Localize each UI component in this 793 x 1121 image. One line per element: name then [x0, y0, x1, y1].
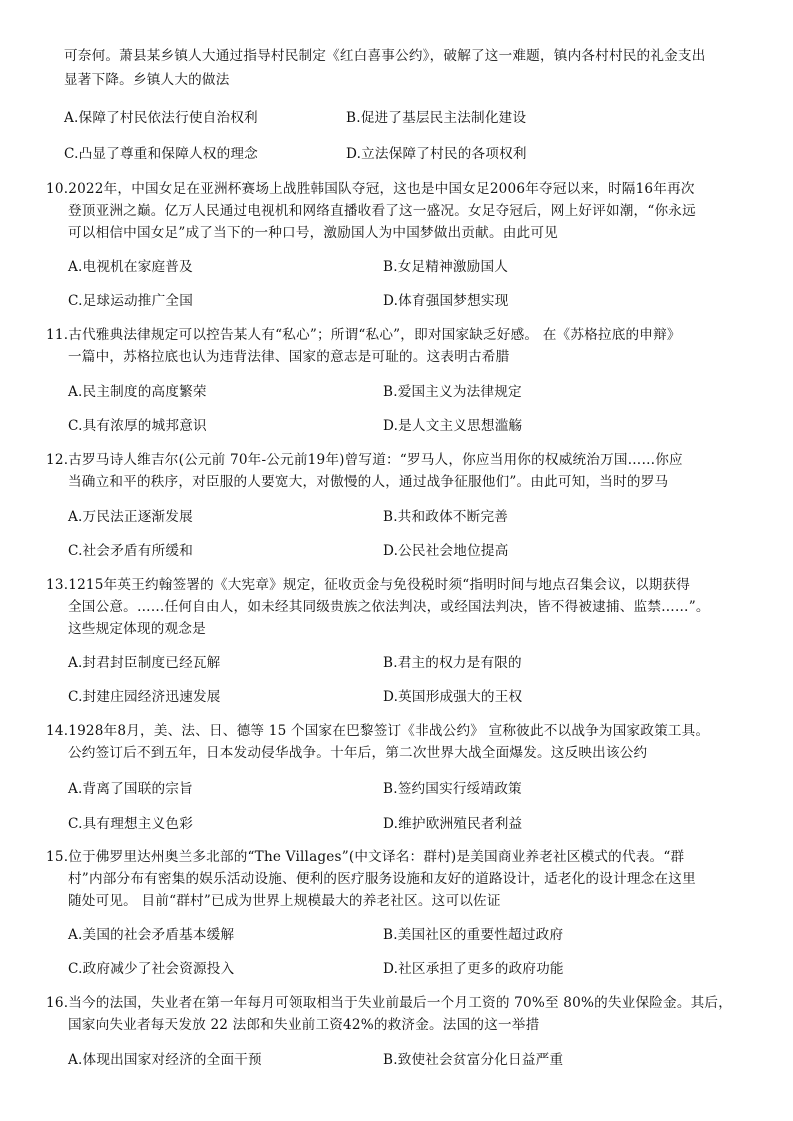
q9-stem-line-1: 可奈何。萧县某乡镇人大通过指导村民制定《红白喜事公约》，破解了这一难题，镇内各村村民的礼金支出: [64, 48, 706, 64]
q10-option-a: A.电视机在家庭普及: [68, 259, 193, 275]
q10-stem-line-1: 10.2022年，中国女足在亚洲杯赛场上战胜韩国队夺冠，这也是中国女足2006年夺冠以来，时隔16年再次: [46, 181, 695, 197]
q13-option-b: B.君主的权力是有限的: [383, 655, 522, 671]
q16-stem-line-1: 16.当今的法国，失业者在第一年每月可领取相当于失业前最后一个月工资的 70%至 80%的失业保险金。其后，: [46, 995, 733, 1011]
q15-option-c: C.政府减少了社会资源投入: [68, 961, 235, 977]
q15-option-b: B.美国社区的重要性超过政府: [383, 927, 564, 943]
q9-stem-line-2: 显著下降。乡镇人大的做法: [64, 72, 230, 88]
q11-option-a: A.民主制度的高度繁荣: [68, 384, 207, 400]
q12-option-a: A.万民法正逐渐发展: [68, 509, 193, 525]
q9-option-b: B.促进了基层民主法制化建设: [346, 110, 527, 126]
q13-option-c: C.封建庄园经济迅速发展: [68, 689, 221, 705]
q10-stem-line-2: 登顶亚洲之巅。亿万人民通过电视机和网络直播收看了这一盛况。女足夺冠后，网上好评如潮，“你永远: [68, 203, 696, 219]
q11-option-b: B.爱国主义为法律规定: [383, 384, 522, 400]
q9-option-d: D.立法保障了村民的各项权利: [346, 146, 527, 162]
q14-option-d: D.维护欧洲殖民者利益: [383, 816, 523, 832]
q15-stem-line-1: 15.位于佛罗里达州奥兰多北部的“The Villages”(中文译名：群村)是美国商业养老社区模式的代表。“群: [46, 849, 685, 865]
q9-option-c: C.凸显了尊重和保障人权的理念: [64, 146, 258, 162]
q15-stem-line-2: 村”内部分布有密集的娱乐活动设施、便利的医疗服务设施和友好的道路设计，适老化的设计理念在这里: [68, 871, 696, 887]
q14-stem-line-2: 公约签订后不到五年，日本发动侵华战争。十年后，第二次世界大战全面爆发。这反映出该公约: [68, 745, 648, 761]
q12-option-b: B.共和政体不断完善: [383, 509, 509, 525]
q13-stem-line-3: 这些规定体现的观念是: [68, 621, 206, 637]
q16-option-b: B.致使社会贫富分化日益严重: [383, 1052, 564, 1068]
q10-stem-line-3: 可以相信中国女足”成了当下的一种口号，激励国人为中国梦做出贡献。由此可见: [68, 225, 558, 241]
q13-stem-line-2: 全国公意。……任何自由人，如未经其同级贵族之依法判决，或经国法判决，皆不得被逮捕、监禁……”。: [68, 599, 710, 615]
q9-option-a: A.保障了村民依法行使自治权利: [64, 110, 258, 126]
q15-stem-line-3: 随处可见。 目前“群村”已成为世界上规模最大的养老社区。这可以佐证: [68, 893, 501, 909]
q11-stem-line-1: 11.古代雅典法律规定可以控告某人有“私心”；所谓“私心”，即对国家缺乏好感。 在《苏格拉底的申辩》: [46, 327, 681, 343]
q13-stem-line-1: 13.1215年英王约翰签署的《大宪章》规定，征收贡金与免役税时须“指明时间与地点召集会议，以期获得: [46, 577, 691, 593]
q12-option-c: C.社会矛盾有所缓和: [68, 543, 193, 559]
q14-stem-line-1: 14.1928年8月，美、法、日、德等 15 个国家在巴黎签订《非战公约》 宣称彼此不以战争为国家政策工具。: [46, 723, 710, 739]
q15-option-d: D.社区承担了更多的政府功能: [383, 961, 564, 977]
q15-option-a: A.美国的社会矛盾基本缓解: [68, 927, 235, 943]
q11-option-d: D.是人文主义思想滥觞: [383, 418, 523, 434]
q14-option-c: C.具有理想主义色彩: [68, 816, 193, 832]
q13-option-d: D.英国形成强大的王权: [383, 689, 523, 705]
q13-option-a: A.封君封臣制度已经瓦解: [68, 655, 221, 671]
q10-option-d: D.体育强国梦想实现: [383, 293, 509, 309]
q16-stem-line-2: 国家向失业者每天发放 22 法郎和失业前工资42%的救济金。法国的这一举措: [68, 1017, 540, 1033]
q14-option-b: B.签约国实行绥靖政策: [383, 781, 522, 797]
q12-stem-line-2: 当确立和平的秩序，对臣服的人要宽大，对傲慢的人，通过战争征服他们”。由此可知，当时的罗马: [68, 474, 669, 490]
q16-option-a: A.体现出国家对经济的全面干预: [68, 1052, 262, 1068]
q12-stem-line-1: 12.古罗马诗人维吉尔(公元前 70年-公元前19年)曾写道：“罗马人，你应当用你的权威统治万国……你应: [46, 452, 683, 468]
q11-option-c: C.具有浓厚的城邦意识: [68, 418, 207, 434]
q11-stem-line-2: 一篇中，苏格拉底也认为违背法律、国家的意志是可耻的。这表明古希腊: [68, 349, 510, 365]
q14-option-a: A.背离了国联的宗旨: [68, 781, 193, 797]
q10-option-c: C.足球运动推广全国: [68, 293, 193, 309]
q12-option-d: D.公民社会地位提高: [383, 543, 509, 559]
q10-option-b: B.女足精神激励国人: [383, 259, 509, 275]
